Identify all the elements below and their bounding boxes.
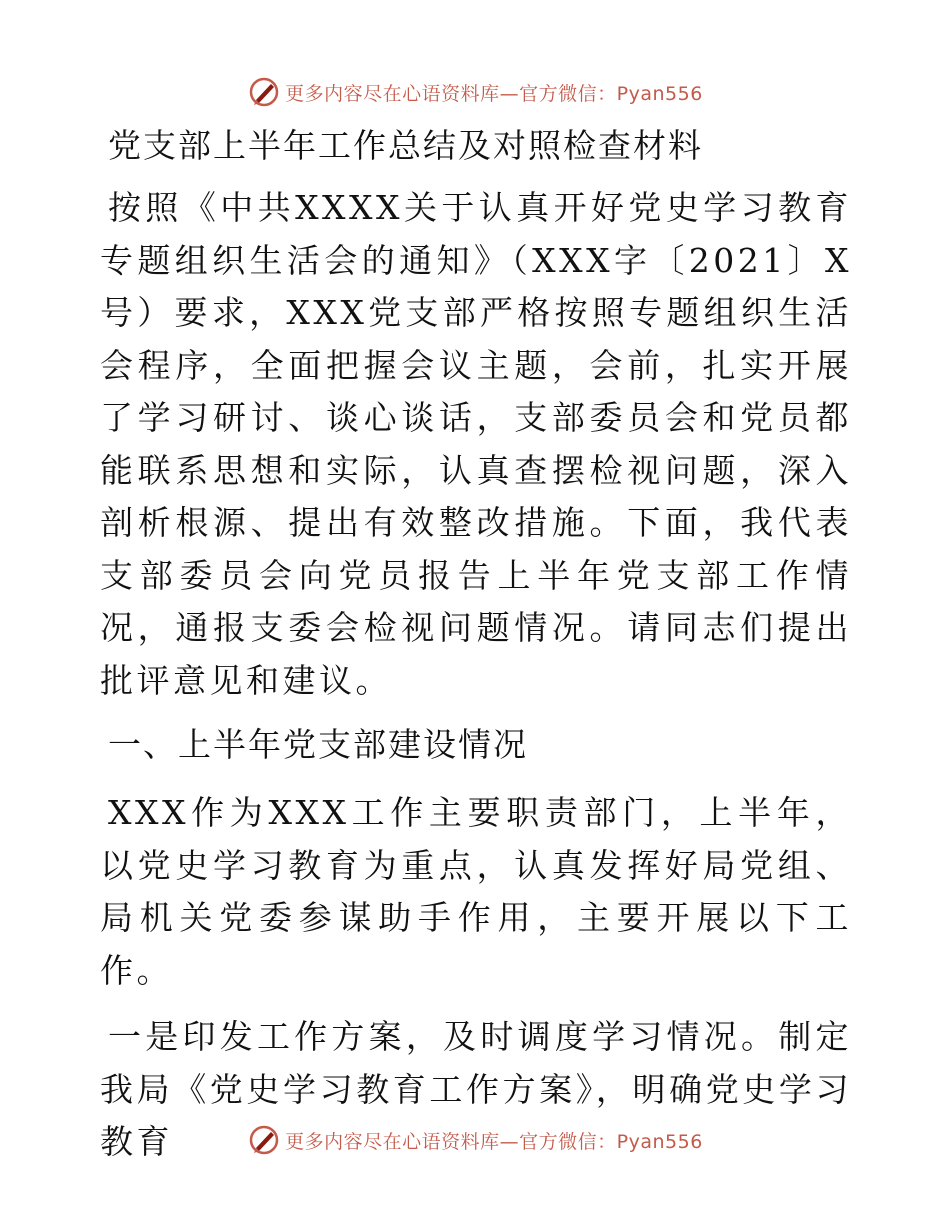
watermark-text: 更多内容尽在心语资料库—官方微信：Pyan556	[285, 82, 703, 105]
watermark-header	[0, 72, 950, 112]
section-heading: 一、上半年党支部建设情况	[108, 725, 528, 764]
pen-circle-logo-icon	[247, 75, 281, 109]
watermark-text: 更多内容尽在心语资料库—官方微信：Pyan556	[285, 1130, 703, 1153]
document-title: 党支部上半年工作总结及对照检查材料	[108, 126, 703, 165]
intro-paragraph: 按照《中共XXXX关于认真开好党史学习教育专题组织生活会的通知》（XXX字〔2021〕X号）要求，XXX党支部严格按照专题组织生活会程序，全面把握会议主题，会前，扎实开展了学习研讨、谈心谈话，支部委员会和党员都能联系思想和实际，认真查摆检视问题，深入剖析根源、提出有效整改措施。下面，我代表支部委员会向党员报告上半年党支部工作情况，通报支委会检视问题情况。请同志们提出批评意见和建议。	[100, 188, 852, 700]
section-paragraph-1: XXX作为XXX工作主要职责部门，上半年，以党史学习教育为重点，认真发挥好局党组、局机关党委参谋助手作用，主要开展以下工作。	[100, 793, 852, 990]
section-paragraph-2: 一是印发工作方案，及时调度学习情况。制定我局《党史学习教育工作方案》，明确党史学习教育	[100, 1017, 852, 1161]
document-body	[100, 122, 852, 1183]
watermark-footer	[0, 1120, 950, 1160]
pen-circle-logo-icon	[247, 1123, 281, 1157]
